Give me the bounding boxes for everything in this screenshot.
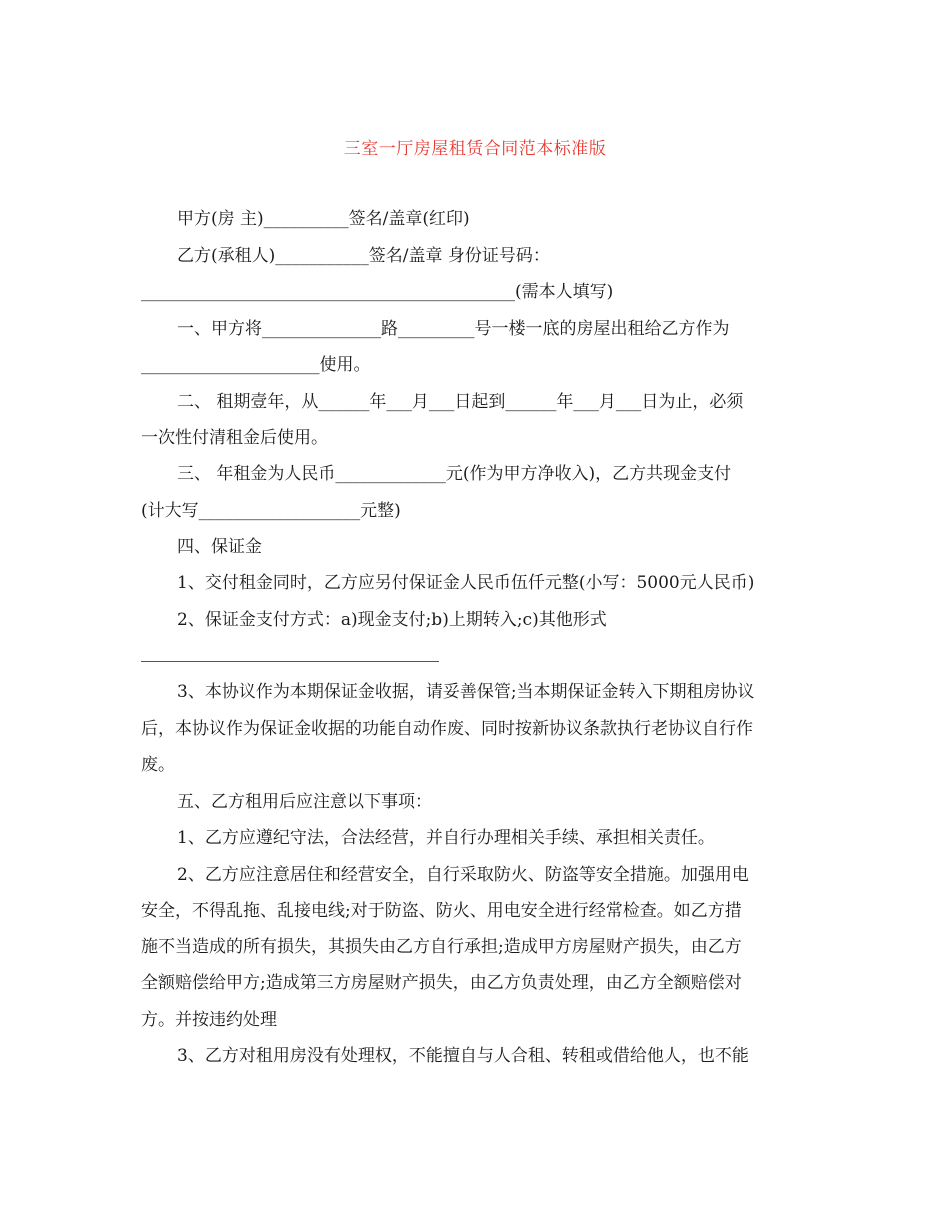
clause-4-item-3-line-3: 废。 xyxy=(141,755,175,775)
clause-2-line-2: 一次性付清租金后使用。 xyxy=(141,428,328,448)
clause-5-item-2-line-4: 全额赔偿给甲方;造成第三方房屋财产损失，由乙方负责处理，由乙方全额赔偿对 xyxy=(141,973,742,993)
clause-5-item-2-line-5: 方。并按违约处理 xyxy=(141,1010,277,1030)
clause-5-heading: 五、乙方租用后应注意以下事项： xyxy=(177,792,432,812)
party-a-line: 甲方(房 主)__________签名/盖章(红印) xyxy=(177,209,470,229)
clause-3-line-1: 三、 年租金为人民币_____________元(作为甲方净收入)，乙方共现金支付 xyxy=(177,464,732,484)
clause-5-item-2-line-3: 施不当造成的所有损失，其损失由乙方自行承担;造成甲方房屋财产损失，由乙方 xyxy=(141,937,742,957)
clause-4-item-3-line-1: 3、本协议作为本期保证金收据，请妥善保管;当本期保证金转入下期租房协议 xyxy=(177,682,755,702)
clause-4-heading: 四、保证金 xyxy=(177,537,262,557)
clause-5-item-1: 1、乙方应遵纪守法，合法经营，并自行办理相关手续、承担相关责任。 xyxy=(177,828,715,848)
clause-5-item-2-line-1: 2、乙方应注意居住和经营安全，自行采取防火、防盗等安全措施。加强用电 xyxy=(177,865,749,885)
id-number-line: ____________________________________________(需本人填写) xyxy=(141,282,614,302)
fill-in-blank-line xyxy=(141,661,439,662)
clause-2-line-1: 二、 租期壹年，从______年___月___日起到______年___月___日为止，必须 xyxy=(177,392,744,412)
clause-4-item-2: 2、保证金支付方式：a)现金支付;b)上期转入;c)其他形式 xyxy=(177,610,607,630)
clause-4-item-1: 1、交付租金同时，乙方应另付保证金人民币伍仟元整(小写：5000元人民币) xyxy=(177,573,755,593)
clause-4-item-3-line-2: 后，本协议作为保证金收据的功能自动作废、同时按新协议条款执行老协议自行作 xyxy=(141,719,753,739)
clause-1-line-1: 一、甲方将______________路_________号一楼一底的房屋出租给乙方作为 xyxy=(177,319,730,339)
clause-5-item-3-line-1: 3、乙方对租用房没有处理权，不能擅自与人合租、转租或借给他人，也不能 xyxy=(177,1046,749,1066)
clause-1-line-2: _____________________使用。 xyxy=(141,355,371,375)
clause-5-item-2-line-2: 安全，不得乱拖、乱接电线;对于防盗、防火、用电安全进行经常检查。如乙方措 xyxy=(141,901,742,921)
clause-3-line-2: (计大写___________________元整) xyxy=(141,501,401,521)
document-title: 三室一厅房屋租赁合同范本标准版 xyxy=(343,139,607,159)
party-b-line: 乙方(承租人)___________签名/盖章 身份证号码： xyxy=(177,246,550,266)
